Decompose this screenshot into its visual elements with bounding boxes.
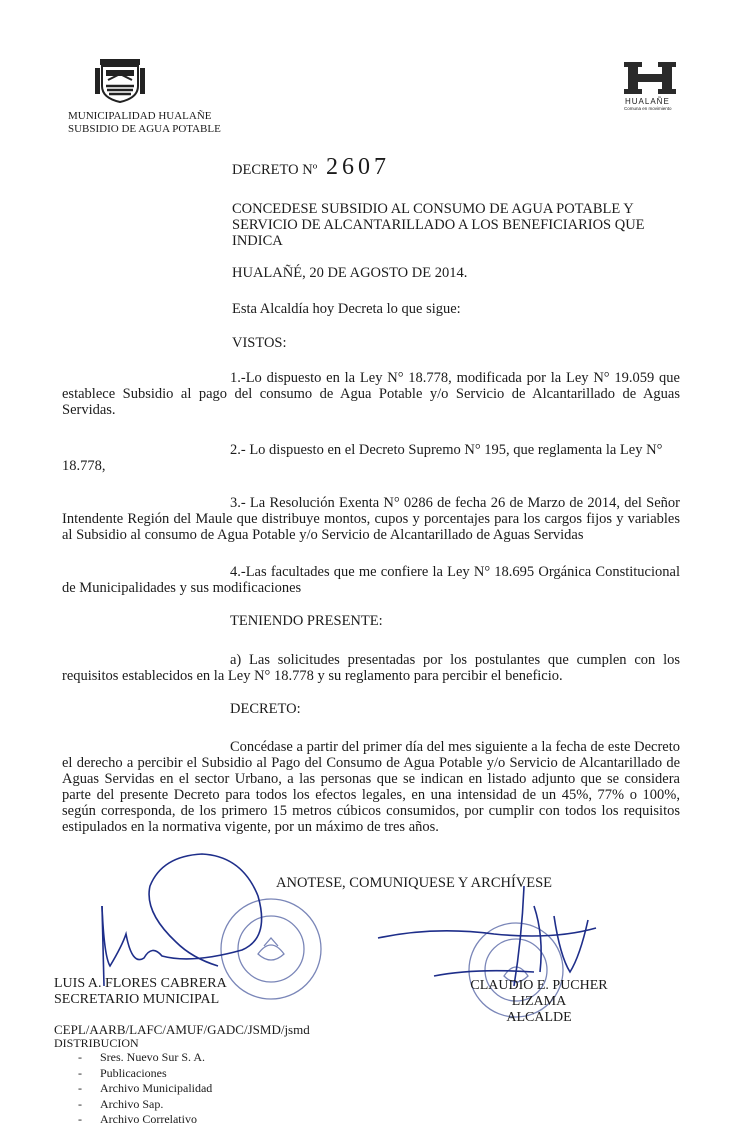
vistos-heading: VISTOS: (232, 335, 287, 351)
logo-right-name: HUALAÑE (625, 97, 670, 106)
secretary-name: LUIS A. FLORES CABRERA (54, 976, 227, 991)
list-item: - Publicaciones (100, 1066, 212, 1082)
logo-right-tagline: Comuna en movimiento (624, 106, 672, 111)
list-item: - Archivo Correlativo (100, 1112, 212, 1128)
vistos-item-2-cont: 18.778, (62, 458, 106, 474)
list-item: - Sres. Nuevo Sur S. A. (100, 1050, 212, 1066)
list-item: - Archivo Sap. (100, 1097, 212, 1113)
list-item: - Archivo Municipalidad (100, 1081, 212, 1097)
vistos-item-2: 2.- Lo dispuesto en el Decreto Supremo N° 195, que reglamenta la Ley N° (230, 442, 663, 458)
mayor-block (444, 978, 634, 1026)
vistos-item-4: 4.-Las facultades que me confiere la Ley N° 18.695 Orgánica Constitucional de Municipalidades y sus modificaciones (62, 564, 680, 596)
decree-number: 2607 (326, 154, 390, 180)
distribution-list (78, 1050, 212, 1128)
closing-formula: ANOTESE, COMUNIQUESE Y ARCHÍVESE (276, 875, 553, 891)
decree-subject (232, 201, 682, 249)
municipality-name: MUNICIPALIDAD HUALAÑE (68, 110, 212, 122)
secretary-signature (92, 846, 272, 996)
secretary-title: SECRETARIO MUNICIPAL (54, 992, 220, 1007)
program-name: SUBSIDIO DE AGUA POTABLE (68, 123, 221, 135)
decreto-heading: DECRETO: (230, 701, 301, 717)
municipality-crest-logo (94, 56, 146, 104)
mayor-name: CLAUDIO E. PUCHER LIZAMA (470, 978, 608, 1009)
place-date: HUALAÑÉ, 20 DE AGOSTO DE 2014. (232, 265, 468, 281)
subject-line-2: SERVICIO DE ALCANTARILLADO A LOS BENEFICIARIOS QUE (232, 217, 645, 233)
teniendo-item: a) Las solicitudes presentadas por los postulantes que cumplen con los requisitos establecidos en la Ley N° 18.778 y su reglamento para percibir el beneficio. (62, 652, 680, 684)
subject-line-3: INDICA (232, 233, 283, 249)
initials-line: CEPL/AARB/LAFC/AMUF/GADC/JSMD/jsmd (54, 1022, 310, 1037)
decree-label: DECRETO Nº (232, 162, 318, 178)
teniendo-heading: TENIENDO PRESENTE: (230, 613, 383, 629)
decreto-body: Concédase a partir del primer día del mes siguiente a la fecha de este Decreto el derecho a percibir el Subsidio al Pago del Consumo de Agua Potable y/o Servicio de Alcantarillado de Aguas Servidas en el sector Urbano, a las personas que se indican en listado adjunto que se considera parte del presente Decreto para todos los efectos legales, en una intensidad de un 45%, 77% o 100%, según corresponda, de los primero 15 metros cúbicos consumidos, por cumplir con todos los requisitos estipulados en la normativa vigente, por un máximo de tres años. (62, 739, 680, 835)
distribution-heading: DISTRIBUCION (54, 1036, 139, 1050)
mayor-title: ALCALDE (506, 1010, 572, 1025)
secretary-block (54, 976, 227, 1008)
vistos-item-3: 3.- La Resolución Exenta N° 0286 de fecha 26 de Marzo de 2014, del Señor Intendente Región del Maule que distribuye montos, cupos y porcentajes para los cargos fijos y variables al Subsidio al consumo de Agua Potable y/o Servicio de Alcantarillado de Aguas Servidas (62, 495, 680, 543)
subject-line-1: CONCEDESE SUBSIDIO AL CONSUMO DE AGUA POTABLE Y (232, 201, 634, 217)
vistos-item-1: 1.-Lo dispuesto en la Ley N° 18.778, modificada por la Ley N° 19.059 que establece Subsidio al pago del consumo de Agua Potable y/o Servicio de Alcantarillado de Aguas Servidas. (62, 370, 680, 418)
intro-line: Esta Alcaldía hoy Decreta lo que sigue: (232, 301, 461, 317)
